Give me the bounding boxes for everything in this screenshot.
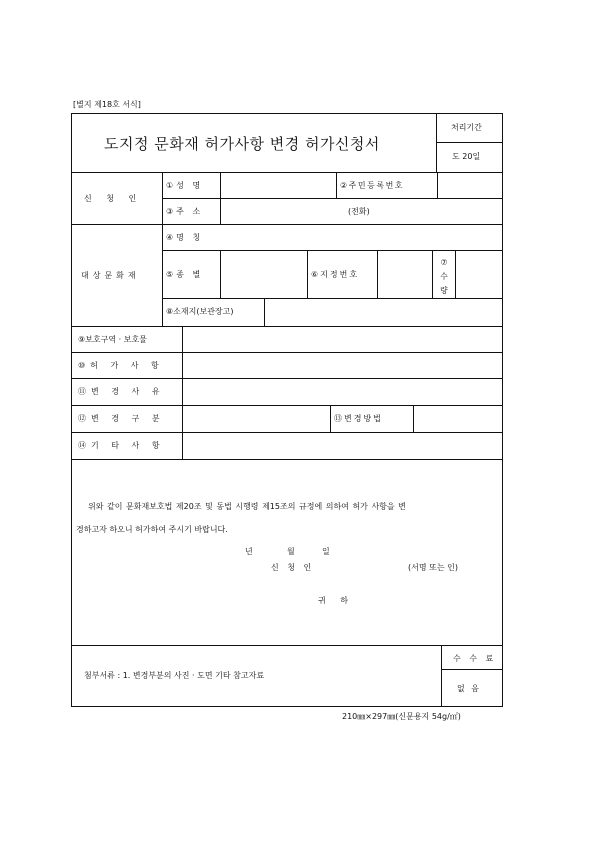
- statement-applicant-label: 신 청 인: [271, 563, 315, 572]
- protection-field[interactable]: [183, 327, 503, 352]
- divider: [162, 172, 163, 326]
- heritage-section-label: 대상문화재: [81, 271, 140, 280]
- paper-spec: 210㎜×297㎜(신문용지 54g/㎡): [342, 712, 461, 721]
- permit-label: ⑩허 가 사 항: [78, 361, 164, 370]
- location-field[interactable]: [265, 299, 503, 326]
- attachments-label: 첨부서류 : 1. 변경부분의 사진 · 도면 기타 참고자료: [84, 671, 265, 680]
- statement-line-1: 위와 같이 문화재보호법 제20조 및 동법 시행령 제15조의 규정에 의하여 허가 사항을 변: [88, 502, 406, 511]
- divider: [307, 250, 308, 298]
- designation-no-field[interactable]: [378, 251, 432, 298]
- method-label: ⑬변경방법: [334, 414, 383, 423]
- divider: [71, 459, 503, 460]
- rrn-label: ②주민등록번호: [340, 181, 405, 190]
- other-label: ⑭기 타 사 항: [78, 441, 165, 450]
- divider: [336, 172, 337, 198]
- divider: [432, 250, 433, 298]
- division-field[interactable]: [183, 406, 330, 432]
- location-label: ⑧소재지(보관장고): [166, 307, 234, 316]
- designation-no-label: ⑥지정번호: [311, 270, 360, 279]
- phone-label: (전화): [348, 207, 370, 216]
- protection-label: ⑨보호구역 · 보호물: [78, 335, 147, 344]
- rrn-field[interactable]: [438, 173, 503, 198]
- processing-period-label: 처리기간: [451, 123, 482, 132]
- fee-value: 없 음: [457, 684, 481, 693]
- other-field[interactable]: [183, 433, 503, 459]
- reason-field[interactable]: [183, 379, 503, 405]
- fee-label: 수 수 료: [453, 654, 497, 663]
- quantity-field[interactable]: [456, 251, 503, 298]
- page-title: 도지정 문화재 허가사항 변경 허가신청서: [104, 135, 380, 153]
- quantity-label-2: 수: [440, 272, 448, 281]
- divider: [441, 645, 442, 707]
- permit-field[interactable]: [183, 353, 503, 378]
- date-month: 월: [287, 547, 295, 556]
- applicant-section-label: 신 청 인: [84, 194, 143, 203]
- address-label: ③주 소: [166, 207, 204, 216]
- form-code: [별지 제18호 서식]: [73, 100, 141, 109]
- divider: [441, 669, 503, 670]
- quantity-label-3: 량: [440, 286, 448, 295]
- divider: [71, 645, 503, 646]
- reason-label: ⑪변 경 사 유: [78, 387, 165, 396]
- date-day: 일: [322, 547, 330, 556]
- processing-period-value: 도 20일: [452, 152, 481, 161]
- divider: [436, 142, 503, 143]
- quantity-label-1: ⑦: [440, 258, 448, 267]
- addressee: 귀 하: [318, 596, 354, 605]
- date-year: 년: [245, 547, 253, 556]
- heritage-title-field[interactable]: [221, 225, 503, 250]
- divider: [162, 250, 503, 251]
- name-field[interactable]: [221, 173, 336, 198]
- heritage-title-label: ④명 칭: [166, 233, 204, 242]
- method-field[interactable]: [414, 406, 503, 432]
- division-label: ⑫변 경 구 분: [78, 414, 165, 423]
- name-label: ①성 명: [166, 181, 204, 190]
- signature-label: (서명 또는 인): [408, 563, 458, 572]
- divider: [330, 405, 331, 432]
- type-field[interactable]: [221, 251, 307, 298]
- statement-line-2: 경하고자 하오니 허가하여 주시기 바랍니다.: [76, 525, 228, 534]
- type-label: ⑤종 별: [166, 270, 204, 279]
